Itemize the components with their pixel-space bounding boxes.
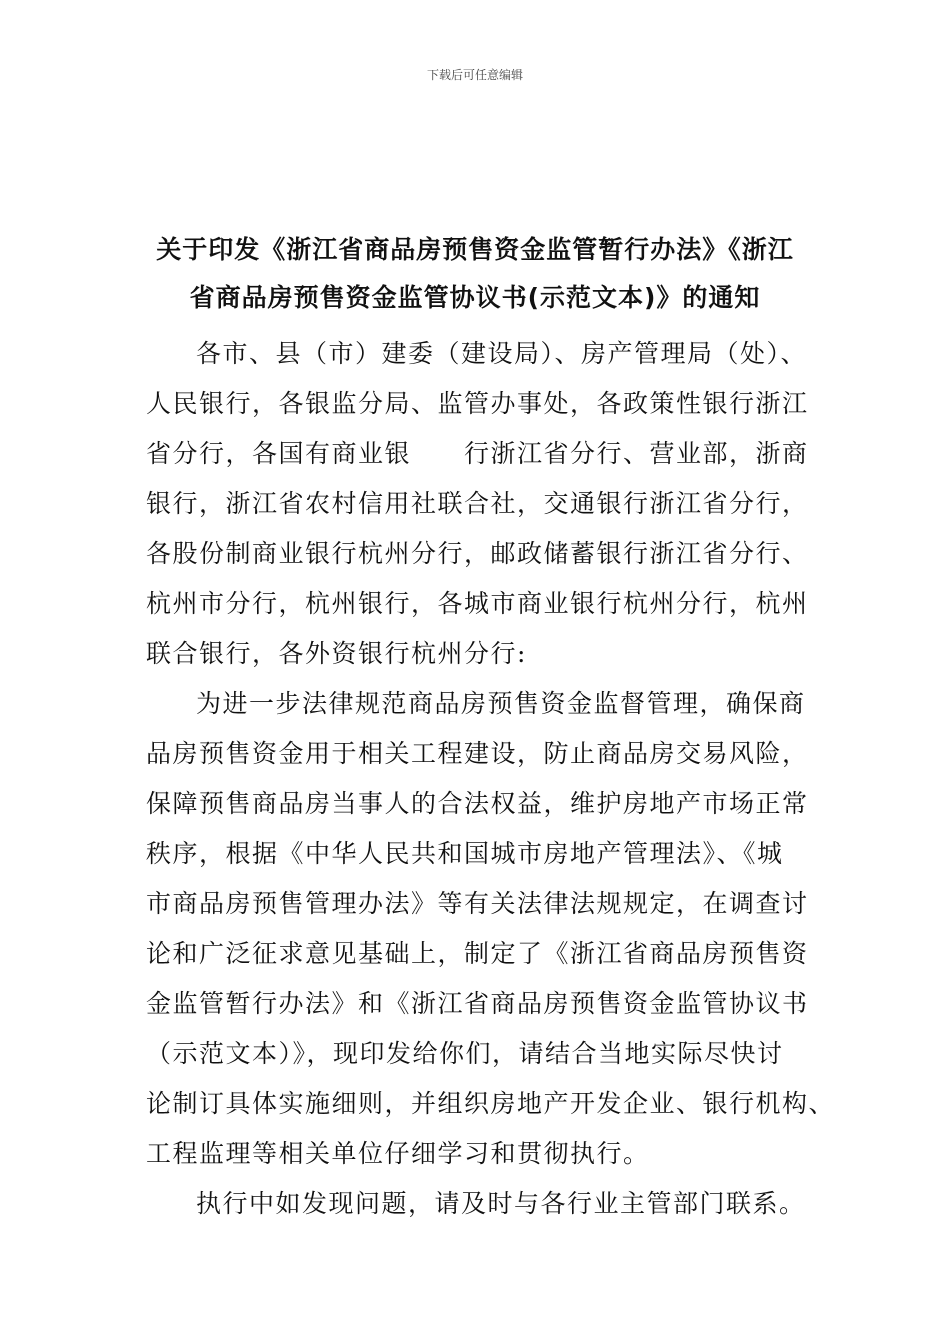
text-line: 保障预售商品房当事人的合法权益，维护房地产市场正常 (146, 789, 809, 818)
paragraph (146, 679, 836, 1179)
document-body (146, 329, 836, 1229)
text-line: 杭州市分行，杭州银行，各城市商业银行杭州分行，杭州 (146, 589, 809, 618)
text-line: 为进一步法律规范商品房预售资金监督管理，确保商 (196, 689, 806, 718)
text-line: 联合银行，各外资银行杭州分行: (146, 639, 527, 668)
title-line: 省商品房预售资金监管协议书(示范文本)》的通知 (189, 283, 761, 312)
text-line: 论制订具体实施细则，并组织房地产开发企业、银行机构、 (146, 1089, 836, 1118)
text-line: （示范文本）》，现印发给你们，请结合当地实际尽快讨 (146, 1039, 784, 1068)
text-line: 市商品房预售管理办法》等有关法律法规规定，在调查讨 (146, 889, 809, 918)
document-title (0, 226, 950, 322)
paragraph (146, 1179, 806, 1229)
text-line: 秩序，根据《中华人民共和国城市房地产管理法》、《城 (146, 839, 784, 868)
title-line: 关于印发《浙江省商品房预售资金监管暂行办法》《浙江 (156, 235, 794, 264)
text-line: 品房预售资金用于相关工程建设，防止商品房交易风险， (146, 739, 809, 768)
text-line: 论和广泛征求意见基础上，制定了《浙江省商品房预售资 (146, 939, 809, 968)
text-line: 银行，浙江省农村信用社联合社，交通银行浙江省分行， (146, 489, 809, 518)
text-line: 执行中如发现问题，请及时与各行业主管部门联系。 (196, 1189, 806, 1218)
text-line: 工程监理等相关单位仔细学习和贯彻执行。 (146, 1139, 650, 1168)
text-line: 省分行，各国有商业银 行浙江省分行、营业部，浙商 (146, 439, 809, 468)
text-line: 人民银行，各银监分局、监管办事处，各政策性银行浙江 (146, 389, 809, 418)
addressee-block (146, 329, 809, 679)
text-line: 各股份制商业银行杭州分行，邮政储蓄银行浙江省分行、 (146, 539, 809, 568)
text-line: 各市、县（市）建委（建设局）、房产管理局（处）、 (196, 339, 808, 368)
text-line: 金监管暂行办法》和《浙江省商品房预售资金监管协议书 (146, 989, 809, 1018)
header-note: 下载后可任意编辑 (426, 68, 523, 82)
